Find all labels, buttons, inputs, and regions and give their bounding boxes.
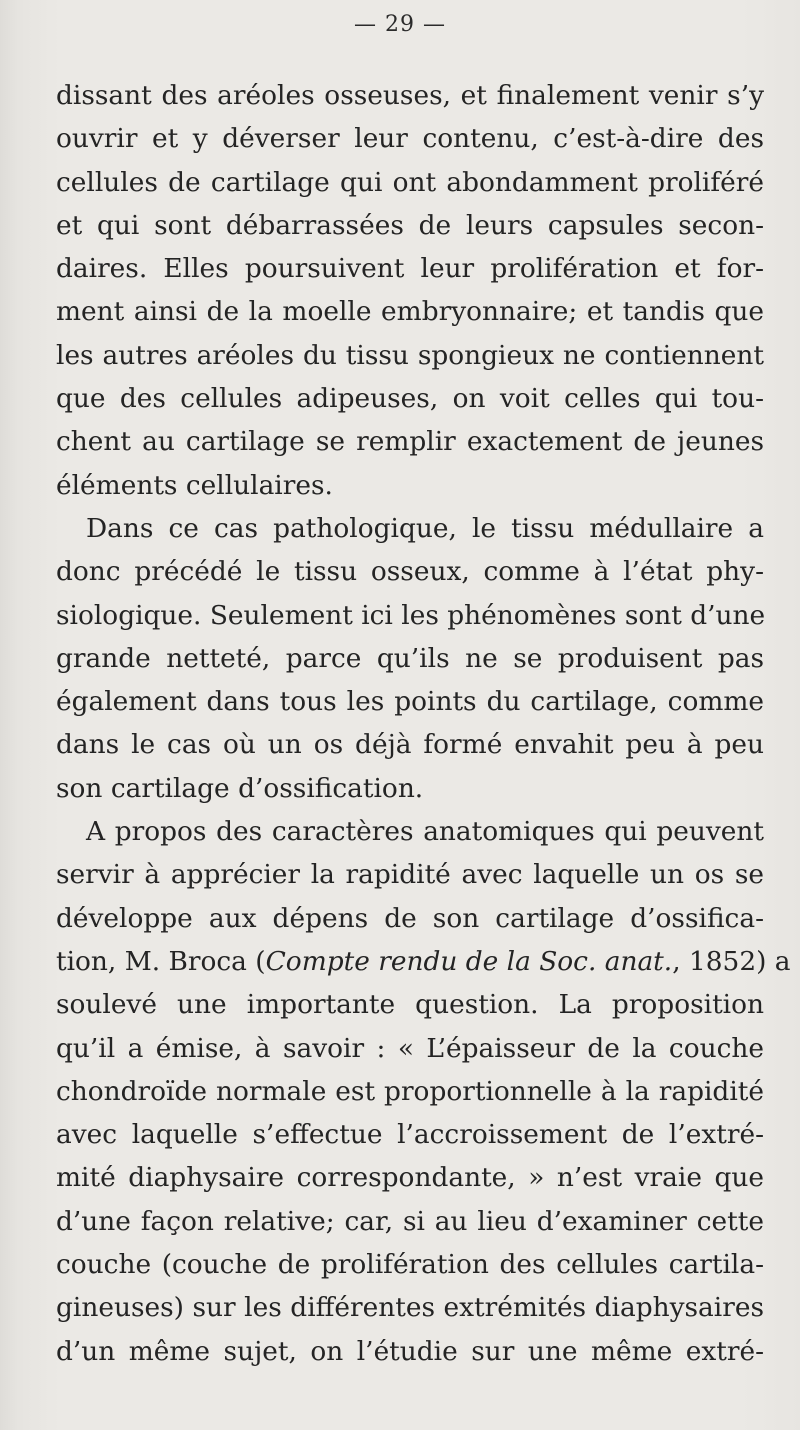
- text-line: cellules de cartilage qui ont abondamment proliféré: [56, 166, 764, 198]
- text-line: mité diaphysaire correspondante, » n’est vraie que: [56, 1162, 764, 1194]
- text-line: ouvrir et y déverser leur contenu, c’est-à-dire des: [56, 123, 764, 155]
- text-line: que des cellules adipeuses, on voit celles qui tou-: [56, 383, 764, 415]
- text-line: chent au cartilage se remplir exactement de jeunes: [56, 426, 764, 458]
- text-line: d’une façon relative; car, si au lieu d’examiner cette: [56, 1205, 764, 1237]
- text-line: d’un même sujet, on l’étudie sur une même extré-: [56, 1335, 764, 1367]
- text-line: dans le cas où un os déjà formé envahit peu à peu: [56, 729, 764, 761]
- text-line: soulevé une importante question. La proposition: [56, 989, 764, 1021]
- text-line: dissant des aréoles osseuses, et finalement venir s’y: [56, 80, 764, 111]
- text-line: également dans tous les points du cartilage, comme: [56, 686, 764, 718]
- text-line: ment ainsi de la moelle embryonnaire; et tandis que: [56, 296, 764, 328]
- text-line: daires. Elles poursuivent leur prolifération et for-: [56, 253, 764, 285]
- text-line: gineuses) sur les différentes extrémités diaphysaires: [56, 1292, 764, 1324]
- text-line: grande netteté, parce qu’ils ne se produisent pas: [56, 642, 764, 674]
- text-line: avec laquelle s’effectue l’accroissement de l’extré-: [56, 1119, 764, 1151]
- text-line: siologique. Seulement ici les phénomènes sont d’une: [56, 599, 766, 631]
- text-line: donc précédé le tissu osseux, comme à l’état phy-: [56, 556, 764, 588]
- citation-italic: Compte rendu de la Soc. anat.: [265, 945, 673, 977]
- text-line: servir à apprécier la rapidité avec laquelle un os se: [56, 859, 764, 891]
- text-line: chondroïde normale est proportionnelle à la rapidité: [56, 1075, 764, 1107]
- text-line-citation: [56, 940, 791, 983]
- body-text: [56, 74, 791, 1373]
- text-line: couche (couche de prolifération des cellules cartila-: [56, 1249, 764, 1281]
- citation-after: , 1852) a: [672, 945, 791, 977]
- page-number: — 29 —: [354, 12, 446, 37]
- text-line: et qui sont débarrassées de leurs capsules secon-: [56, 209, 764, 241]
- text-line: Dans ce cas pathologique, le tissu médullaire a: [86, 512, 764, 544]
- text-line: les autres aréoles du tissu spongieux ne contiennent: [56, 339, 764, 371]
- text-line: son cartilage d’ossification.: [56, 772, 424, 804]
- text-line: A propos des caractères anatomiques qui peuvent: [86, 816, 764, 848]
- citation-before: tion, M. Broca (: [56, 945, 266, 977]
- text-line: développe aux dépens de son cartilage d’ossifica-: [56, 902, 764, 934]
- text-line: qu’il a émise, à savoir : « L’épaisseur de la couche: [56, 1032, 764, 1064]
- text-line: éléments cellulaires.: [56, 469, 333, 501]
